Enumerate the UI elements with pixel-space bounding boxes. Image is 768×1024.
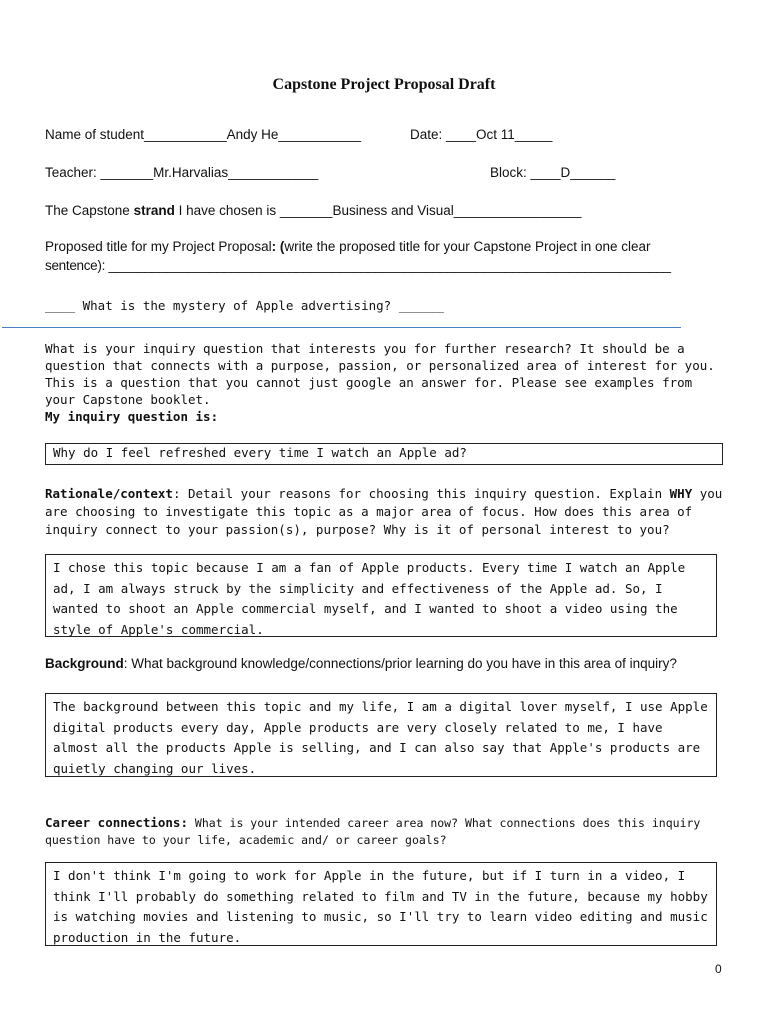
background-prompt <box>45 656 677 671</box>
student-name-field: Name of student___________Andy He___________ <box>45 127 362 142</box>
inquiry-answer: Why do I feel refreshed every time I watch an Apple ad? <box>53 445 467 460</box>
career-answer-box[interactable] <box>45 862 717 946</box>
rationale-prompt-text: : Detail your reasons for choosing this inquiry question. Explain <box>172 486 670 501</box>
background-answer-line: digital products every day, Apple products are very closely related to me, I have <box>53 719 663 735</box>
inquiry-prompt-line: question that connects with a purpose, passion, or personalized area of interest for you. <box>45 358 715 373</box>
strand-field <box>45 203 581 218</box>
rationale-answer-line: ad, I am always struck by the simplicity and effectiveness of the Apple ad. So, I <box>53 580 663 596</box>
career-answer-line: is watching movies and listening to music, so I'll try to learn video editing and music <box>53 909 708 924</box>
teacher-field: Teacher: _______Mr.Harvalias____________ <box>45 165 319 180</box>
career-prompt-line: question have to your life, academic and/ or career goals? <box>45 833 447 847</box>
background-label: Background <box>45 656 124 671</box>
strand-pre: The Capstone <box>45 203 134 218</box>
career-label: Career connections: <box>45 815 188 830</box>
inquiry-answer-box[interactable] <box>45 443 723 465</box>
rationale-prompt-line: are choosing to investigate this topic as a major area of focus. How does this area of <box>45 504 693 519</box>
career-prompt-text: What is your intended career area now? What connections does this inquiry <box>188 816 701 830</box>
proposed-title-line2: sentence): ______________________________________________________________________________ <box>45 258 671 273</box>
rationale-prompt <box>45 485 722 539</box>
background-prompt-text: : What background knowledge/connections/prior learning do you have in this area of inquiry? <box>123 656 677 671</box>
inquiry-prompt-line: your Capstone booklet. <box>45 392 211 407</box>
rationale-answer-line: wanted to shoot an Apple commercial myself, and I wanted to shoot a video using the <box>53 601 678 616</box>
proposed-title-post: write the proposed title for your Capstone Project in one clear <box>284 239 651 254</box>
rationale-answer-line: I chose this topic because I am a fan of Apple products. Every time I watch an Apple <box>53 560 686 575</box>
career-answer-line: think I'll probably do something related to film and TV in the future, because my hobby <box>53 888 708 904</box>
proposed-title-bold: : ( <box>271 239 285 254</box>
inquiry-prompt-line: This is a question that you cannot just google an answer for. Please see examples from <box>45 375 693 390</box>
strand-bold: strand <box>133 203 175 218</box>
rationale-prompt-line: inquiry connect to your passion(s), purpose? Why is it of personal interest to you? <box>45 522 670 537</box>
date-field: Date: ____Oct 11_____ <box>410 127 553 142</box>
inquiry-label: My inquiry question is: <box>45 409 219 424</box>
rationale-label: Rationale/context <box>45 486 173 501</box>
rationale-why: WHY <box>669 486 693 501</box>
career-prompt <box>45 814 700 849</box>
background-answer-line: almost all the products Apple is selling, and I can also say that Apple's products are <box>53 740 701 755</box>
block-field: Block: ____D______ <box>490 165 616 180</box>
background-answer-line: The background between this topic and my life, I am a digital lover myself, I use Apple <box>53 699 708 714</box>
career-answer-line: I don't think I'm going to work for Apple in the future, but if I turn in a video, I <box>53 868 686 883</box>
rationale-answer-line: style of Apple's commercial. <box>53 621 264 637</box>
page-number: 0 <box>715 962 722 976</box>
background-answer-box[interactable] <box>45 693 717 777</box>
section-divider <box>2 327 681 328</box>
inquiry-prompt-line: What is your inquiry question that interests you for further research? It should be a <box>45 341 685 356</box>
rationale-answer-box[interactable] <box>45 554 717 637</box>
strand-post: I have chosen is _______Business and Visual_________________ <box>174 203 582 218</box>
rationale-prompt-text: you <box>692 486 723 501</box>
career-answer-line: production in the future. <box>53 929 242 945</box>
project-title: ____ What is the mystery of Apple advertising? ______ <box>45 298 444 313</box>
inquiry-prompt <box>45 340 715 408</box>
page-title: Capstone Project Proposal Draft <box>272 76 496 93</box>
proposed-title-prompt <box>45 239 651 254</box>
proposed-title-pre: Proposed title for my Project Proposal <box>45 239 272 254</box>
background-answer-line: quietly changing our lives. <box>53 760 257 776</box>
